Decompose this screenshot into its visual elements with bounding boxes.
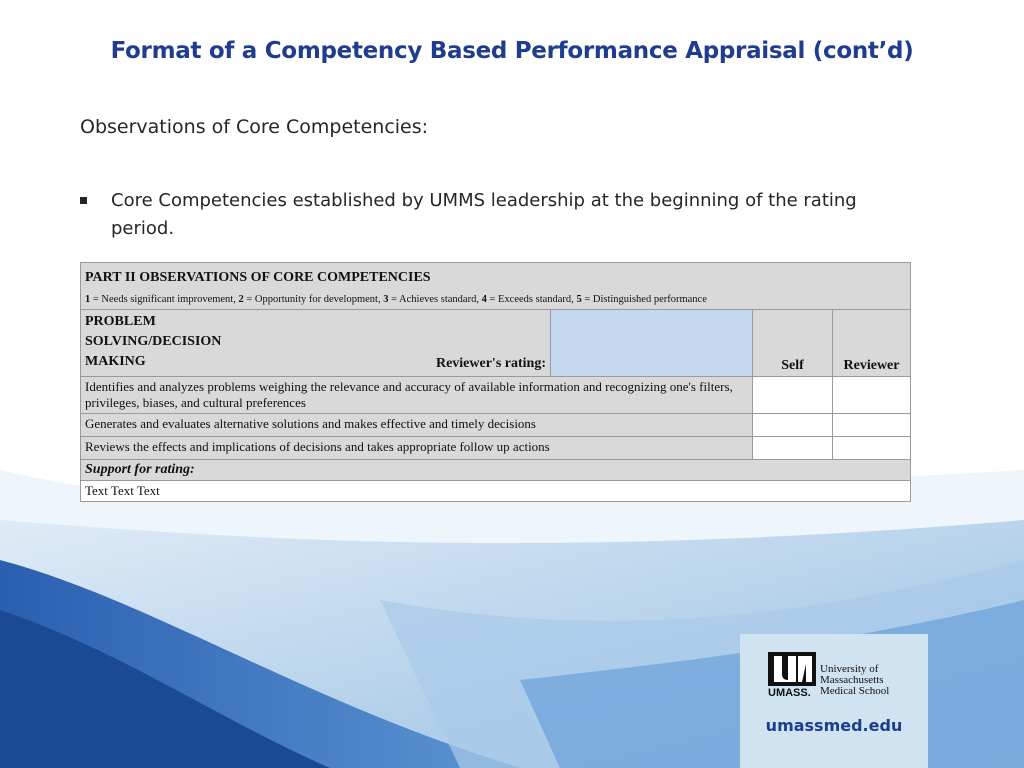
part-title: PART II OBSERVATIONS OF CORE COMPETENCIES (85, 270, 431, 285)
slide-title: Format of a Competency Based Performance Appraisal (cont’d) (110, 38, 914, 64)
section-label-line: PROBLEM (85, 314, 156, 329)
section-label-line: MAKING (85, 354, 146, 369)
competency-row-text: Reviews the effects and implications of decisions and takes appropriate follow up actions (81, 437, 753, 460)
reviewer-rating-cell[interactable] (833, 437, 911, 460)
reviewers-rating-label: Reviewer's rating: (435, 356, 546, 371)
reviewer-column-header: Reviewer (833, 310, 911, 377)
support-text-field[interactable]: Text Text Text (81, 481, 911, 502)
logo-url: umassmed.edu (765, 716, 903, 735)
self-rating-cell[interactable] (753, 414, 833, 437)
competency-row-text: Identifies and analyzes problems weighing the relevance and accuracy of available information and recognizing one's filters, privileges, biases, and cultural preferences (81, 377, 753, 414)
competency-form-table (80, 262, 911, 502)
reviewer-rating-cell[interactable] (833, 414, 911, 437)
form-header-cell (81, 263, 911, 310)
reviewer-rating-cell[interactable] (833, 377, 911, 414)
umass-logo (768, 652, 908, 702)
section-label-cell (81, 310, 551, 377)
competency-row-text: Generates and evaluates alternative solutions and makes effective and timely decisions (81, 414, 753, 437)
bullet-text: Core Competencies established by UMMS leadership at the beginning of the rating period. (111, 190, 857, 239)
umass-shield-icon (768, 652, 816, 698)
umass-logo-panel (740, 634, 928, 768)
bullet-item (80, 187, 900, 243)
support-label: Support for rating: (81, 460, 911, 481)
reviewer-rating-input-cell[interactable] (551, 310, 753, 377)
section-label-line: SOLVING/DECISION (85, 334, 222, 349)
self-rating-cell[interactable] (753, 437, 833, 460)
rating-legend: 1 = Needs significant improvement, 2 = Opportunity for development, 3 = Achieves standard, 4 = Exceeds standard, 5 = Distinguished performance (85, 294, 707, 305)
self-rating-cell[interactable] (753, 377, 833, 414)
logo-institution-name: University of Massachusetts Medical School (820, 663, 890, 697)
logo-wordmark: UMASS. (768, 687, 811, 698)
self-column-header: Self (753, 310, 833, 377)
subheading: Observations of Core Competencies: (80, 116, 429, 138)
square-bullet-icon (80, 197, 87, 204)
